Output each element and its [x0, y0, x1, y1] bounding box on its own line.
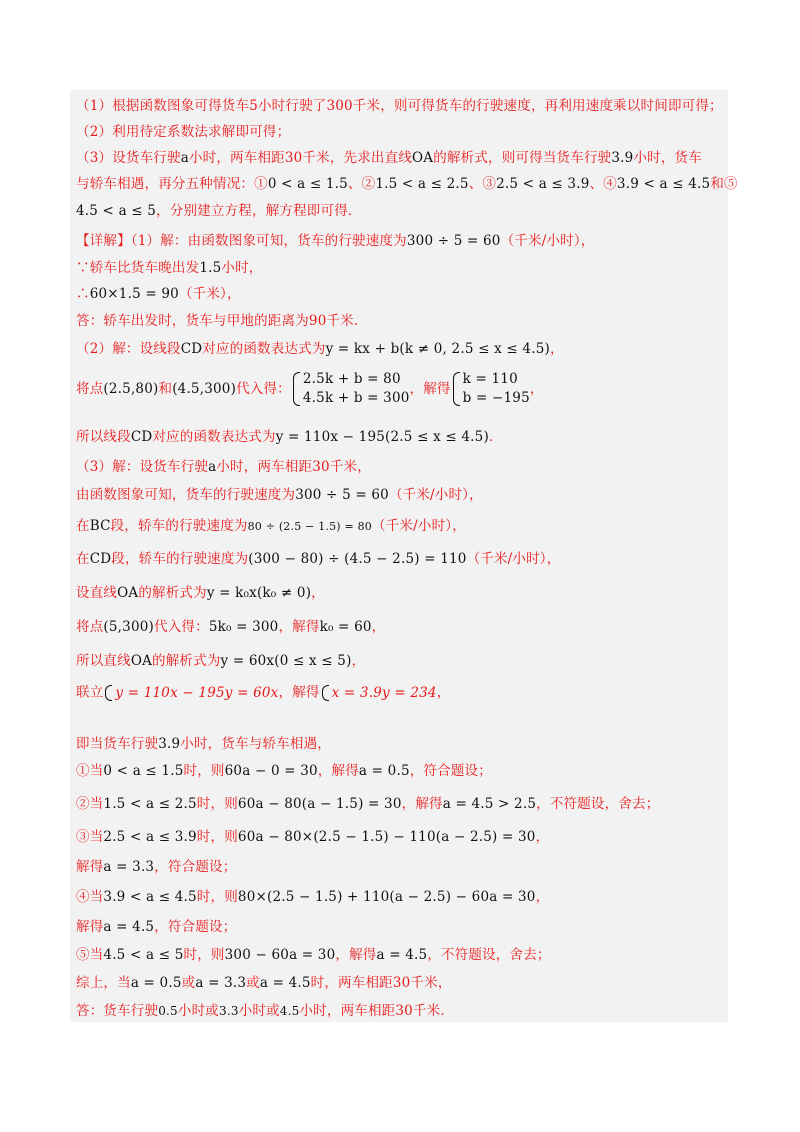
analysis-text: （1）根据函数图象可得货车5小时行驶了300千米，则可得货车的行驶速度，再利用速度乘以时间即可得；: [76, 98, 723, 114]
equation: k = 110: [462, 371, 518, 387]
detail-line-4: [76, 311, 368, 331]
text: ，解得: [317, 763, 359, 779]
equation: x = 3.9: [331, 684, 382, 701]
case-2-line: [76, 794, 659, 814]
math-expr: 300 ÷ 5 = 60: [406, 233, 501, 249]
text: 小时，: [221, 260, 263, 276]
math-var: OA: [117, 585, 139, 601]
math-var: OA: [130, 653, 153, 669]
text: 解得: [76, 919, 104, 935]
text: 或: [181, 975, 196, 991]
math-expr: 5k₀ = 300: [208, 619, 279, 635]
math-var: CD: [89, 551, 112, 567]
math-expr: 1.5 < a ≤ 2.5: [375, 176, 469, 192]
text: ，解得: [278, 684, 320, 701]
equation: y = 234: [382, 684, 437, 701]
case-3-line: [76, 827, 549, 847]
math-expr: 60a − 80×(2.5 − 1.5) − 110(a − 2.5) = 30: [237, 829, 536, 845]
math-expr: (4.5,300): [172, 381, 237, 397]
text: （1）解：由函数图象可知，货车的行驶速度为: [130, 233, 407, 249]
math-expr: a = 3.3: [103, 859, 155, 875]
analysis-text: 与轿车相遇，再分五种情况：①: [76, 176, 268, 192]
text: 联立: [76, 684, 104, 701]
text: 将点: [76, 381, 104, 397]
solution-system: [453, 370, 530, 408]
math-expr: (2.5,80): [103, 381, 159, 397]
text: ，解得: [409, 381, 451, 397]
math-expr: a = 0.5: [358, 763, 410, 779]
text: ，: [311, 585, 325, 601]
math-expr: 4.5: [279, 1004, 300, 1018]
text: ④当: [76, 889, 104, 905]
detail-line-7: [76, 427, 503, 447]
text: ，符合题设；: [154, 859, 237, 875]
math-var: CD: [130, 429, 153, 445]
math-expr: (5,300): [103, 619, 154, 635]
detail-tag: 【详解】: [76, 233, 131, 249]
equation: b = −195: [462, 390, 530, 406]
math-expr: 3.9 < a ≤ 4.5: [103, 889, 197, 905]
case-4-line: [76, 887, 549, 907]
case-4-result: [76, 917, 236, 937]
text: 代入得：: [236, 381, 291, 397]
text: 时，则: [196, 829, 238, 845]
text: 或: [246, 975, 260, 991]
text: （千米），: [178, 286, 241, 302]
math-expr: 300 ÷ 5 = 60: [295, 487, 389, 503]
text: ①当: [76, 763, 104, 779]
detail-line-14: [76, 651, 365, 671]
math-expr: 60a − 0 = 30: [224, 763, 318, 779]
detail-line-16: [76, 734, 331, 754]
text: 时，两车相距30千米，: [310, 975, 452, 991]
text: ，: [436, 684, 451, 701]
text: （3）解：设货车行驶: [76, 459, 209, 475]
analysis-text: 小时，两车相距30千米，先求出直线: [188, 150, 413, 166]
detail-line-8: [76, 457, 371, 477]
math-expr: a = 3.3: [195, 975, 247, 991]
math-expr: a = 0.5: [130, 975, 182, 991]
math-expr: 4.5 < a ≤ 5: [103, 947, 184, 963]
text: ②当: [76, 796, 104, 812]
analysis-text: 小时，货车: [633, 150, 702, 166]
analysis-text: 和⑤: [710, 176, 738, 192]
math-expr: 0 < a ≤ 1.5: [267, 176, 348, 192]
math-expr: (300 − 80) ÷ (4.5 − 2.5) = 110: [248, 551, 467, 567]
math-expr: 3.9: [158, 736, 181, 752]
case-3-result: [76, 857, 236, 877]
equation-system: [293, 370, 410, 408]
text: 代入得：: [154, 619, 209, 635]
text: ∵轿车比货车晚出发: [76, 260, 200, 276]
text: ，符合题设；: [409, 763, 492, 779]
detail-line-15: [76, 682, 450, 703]
case-1-line: [76, 761, 492, 781]
text: ，: [535, 829, 550, 845]
text: 的解析式为: [138, 585, 207, 601]
text: 小时，两车相距30千米，: [216, 459, 371, 475]
text: 解得: [76, 859, 104, 875]
text: 段，轿车的行驶速度为: [111, 551, 249, 567]
analysis-text: 、③: [468, 176, 497, 192]
math-expr: k₀ = 60: [319, 619, 372, 635]
math-expr: y = 60x(0 ≤ x ≤ 5): [220, 653, 352, 669]
solution-system: [322, 683, 437, 703]
math-expr: a = 4.5: [259, 975, 311, 991]
text: 小时，货车与轿车相遇，: [180, 736, 331, 752]
text: （2）解：设线段: [76, 341, 181, 357]
detail-line-5: [76, 339, 564, 359]
math-expr: y = kx + b(k ≠ 0, 2.5 ≤ x ≤ 4.5): [325, 341, 550, 357]
case-5-line: [76, 945, 551, 965]
text: ，不符题设，舍去；: [427, 947, 551, 963]
text: 小时或: [177, 1003, 219, 1019]
text: ，: [549, 341, 564, 357]
text: ，不符题设，舍去；: [536, 796, 660, 812]
text: ③当: [76, 829, 104, 845]
math-expr: 0 < a ≤ 1.5: [103, 763, 184, 779]
equation-system: [105, 683, 278, 703]
analysis-text: 、④: [589, 176, 617, 192]
detail-line-2: [76, 258, 263, 278]
math-var: a: [180, 150, 189, 166]
analysis-line-2: [76, 122, 290, 142]
text: （千米/小时），: [500, 233, 595, 249]
detail-line-1: [76, 231, 595, 251]
text: 答：货车行驶: [76, 1003, 159, 1019]
math-expr: y = 110x − 195(2.5 ≤ x ≤ 4.5): [275, 429, 489, 445]
analysis-line-4: [76, 174, 738, 194]
text: 小时，两车相距30千米．: [299, 1003, 455, 1019]
math-expr: 300 − 60a = 30: [224, 947, 336, 963]
text: 对应的函数表达式为: [202, 341, 326, 357]
text: ∴: [76, 286, 90, 302]
detail-line-9: [76, 485, 483, 505]
math-expr: 3.3: [219, 1004, 239, 1018]
text: ．: [488, 429, 503, 445]
equation: 2.5k + b = 80: [302, 371, 401, 387]
text: 所以线段: [76, 429, 131, 445]
math-expr: 80×(2.5 − 1.5) + 110(a − 2.5) − 60a = 30: [237, 889, 536, 905]
text: 时，则: [196, 889, 238, 905]
text: 即当货车行驶: [76, 736, 159, 752]
summary-line: [76, 973, 452, 993]
math-expr: 0.5: [158, 1004, 178, 1018]
text: ，符合题设；: [154, 919, 237, 935]
equation: y = 60x: [224, 684, 279, 701]
text: 时，则: [183, 947, 225, 963]
text: ，: [535, 889, 550, 905]
text: 答：轿车出发时，货车与甲地的距离为90千米．: [76, 313, 368, 329]
math-expr: y = k₀x(k₀ ≠ 0): [206, 585, 312, 601]
text: （千米/小时），: [388, 487, 483, 503]
text: ，: [351, 653, 366, 669]
text: （千米/小时），: [372, 518, 466, 534]
math-expr: 3.9 < a ≤ 4.5: [616, 176, 711, 192]
text: 由函数图象可知，货车的行驶速度为: [76, 487, 296, 503]
math-expr: 1.5 < a ≤ 2.5: [103, 796, 197, 812]
text: ，: [529, 381, 544, 397]
text: 在: [76, 518, 90, 534]
math-expr: 2.5 < a ≤ 3.9: [103, 829, 197, 845]
math-expr: 60×1.5 = 90: [89, 286, 179, 302]
text: 在: [76, 551, 90, 567]
math-expr: 3.9: [611, 150, 634, 166]
analysis-text: 的解析式，则可得当货车行驶: [433, 150, 612, 166]
text: ，解得: [335, 947, 377, 963]
text: 时，则: [183, 763, 225, 779]
text: 所以直线: [76, 653, 131, 669]
analysis-line-3: [76, 148, 702, 168]
text: 时，则: [196, 796, 238, 812]
equation: y = 110x − 195: [115, 684, 225, 701]
text: 小时或: [238, 1003, 280, 1019]
detail-line-6: [76, 370, 544, 408]
math-expr: 1.5: [199, 260, 222, 276]
analysis-text: （3）设货车行驶: [76, 150, 181, 166]
analysis-line-1: [76, 96, 723, 116]
analysis-line-5: [76, 201, 362, 221]
text: ，解得: [401, 796, 443, 812]
math-var: CD: [180, 341, 203, 357]
text: （千米/小时），: [466, 551, 561, 567]
math-var: BC: [89, 518, 111, 534]
math-expr: 80 ÷ (2.5 − 1.5) = 80: [247, 520, 373, 533]
math-expr: 60a − 80(a − 1.5) = 30: [237, 796, 402, 812]
detail-line-13: [76, 617, 385, 637]
text: 对应的函数表达式为: [152, 429, 276, 445]
math-var: OA: [412, 150, 434, 166]
math-expr: 2.5 < a ≤ 3.9: [496, 176, 590, 192]
math-expr: 4.5 < a ≤ 5: [76, 203, 157, 219]
math-expr: a = 4.5: [376, 947, 428, 963]
text: ，: [371, 619, 386, 635]
text: ，解得: [278, 619, 320, 635]
text: 和: [158, 381, 173, 397]
analysis-text: 、②: [347, 176, 376, 192]
math-var: a: [208, 459, 217, 475]
detail-line-3: [76, 284, 241, 304]
text: 段，轿车的行驶速度为: [110, 518, 248, 534]
text: 综上，当: [76, 975, 131, 991]
answer-line: [76, 1001, 454, 1021]
analysis-text: （2）利用待定系数法求解即可得；: [76, 124, 291, 140]
text: 将点: [76, 619, 104, 635]
detail-line-10: [76, 516, 466, 537]
text: 的解析式为: [152, 653, 221, 669]
equation: 4.5k + b = 300: [302, 390, 410, 406]
analysis-text: ，分别建立方程，解方程即可得．: [156, 203, 362, 219]
math-expr: a = 4.5 > 2.5: [442, 796, 537, 812]
detail-line-11: [76, 549, 560, 569]
math-expr: a = 4.5: [103, 919, 155, 935]
text: 设直线: [76, 585, 118, 601]
detail-line-12: [76, 583, 325, 603]
text: ⑤当: [76, 947, 104, 963]
